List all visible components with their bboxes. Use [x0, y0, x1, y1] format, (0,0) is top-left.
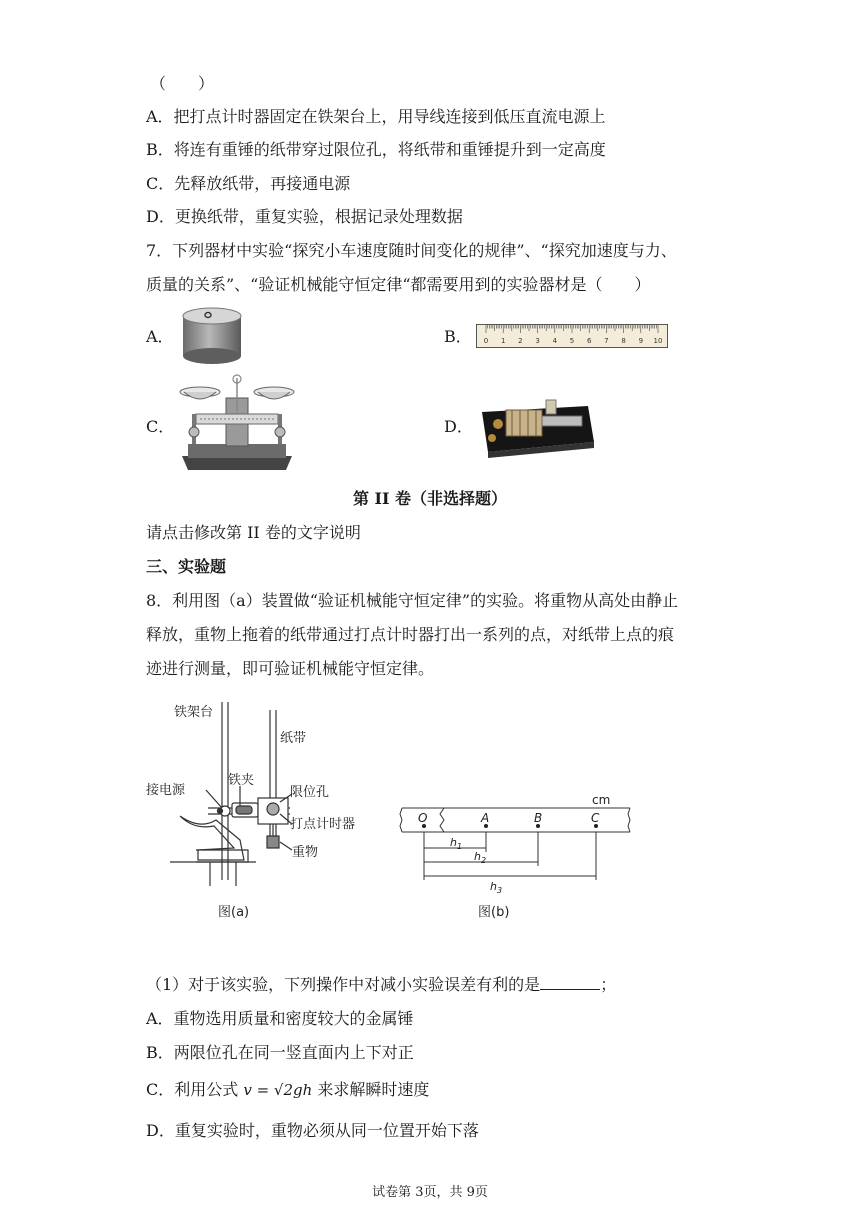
label-tape: 纸带 [280, 731, 307, 746]
ruler-tick-label: 9 [638, 337, 644, 345]
label-hole: 限位孔 [290, 785, 330, 800]
h3-subscript: 3 [496, 886, 503, 895]
option-c-post: 来求解瞬时速度 [317, 1080, 430, 1099]
point-a-label: A [481, 811, 490, 825]
point-b-label: B [534, 811, 543, 825]
sub1-prompt-tail: ； [600, 975, 617, 994]
ruler-tick-label: 2 [518, 337, 523, 345]
unit-label: cm [592, 794, 611, 807]
label-stand: 铁架台 [174, 705, 214, 720]
point-o-label: O [418, 811, 428, 825]
q6-paren: （ ） [150, 74, 215, 93]
h1-label: h [450, 836, 457, 849]
label-power: 接电源 [146, 783, 186, 798]
figure-a-apparatus [140, 690, 380, 926]
q8-stem-line1: 8．利用图（a）装置做“验证机械能守恒定律”的实验。将重物从高处由静止 [146, 591, 679, 610]
svg-text:h2 [474, 850, 486, 865]
h1-subscript: 1 [456, 842, 463, 851]
q8-sub1-prompt [146, 974, 616, 996]
q8-stem-line2: 释放，重物上拖着的纸带通过打点计时器打出一系列的点，对纸带上点的痕 [146, 625, 675, 644]
option-c-formula: v = √2gh [243, 1081, 313, 1099]
q7-label-b: B． [444, 327, 472, 346]
ruler-tick-label: 3 [535, 337, 540, 345]
label-timer: 打点计时器 [290, 817, 356, 832]
q6-option-c: C．先释放纸带，再接通电源 [146, 174, 351, 193]
h2-subscript: 2 [480, 856, 487, 865]
ruler-tick-label: 6 [586, 337, 592, 345]
q8-sub1-option-d: D．重复实验时，重物必须从同一位置开始下落 [146, 1121, 479, 1140]
q8-stem-line3: 迹进行测量，即可验证机械能守恒定律。 [146, 659, 435, 678]
point-c-label: C [591, 811, 600, 825]
spark-timer-image [476, 392, 598, 460]
svg-text:h3 [490, 880, 502, 895]
q7-stem-line1: 7．下列器材中实验“探究小车速度随时间变化的规律”、“探究加速度与力、 [146, 241, 677, 260]
h2-label: h [474, 850, 481, 863]
q7-stem-line2: 质量的关系”、“验证机械能守恒定律“都需要用到的实验器材是（ ） [146, 275, 651, 294]
h3-label: h [490, 880, 497, 893]
option-c-pre: C．利用公式 [146, 1080, 239, 1099]
ruler-tick-label: 10 [653, 337, 663, 345]
weight-cylinder-image [180, 304, 244, 366]
sub1-prompt-text: （1）对于该实验，下列操作中对减小实验误差有利的是 [146, 975, 541, 994]
q8-sub1-option-b: B．两限位孔在同一竖直面内上下对正 [146, 1043, 414, 1062]
section-title: 第 II 卷（非选择题） [352, 489, 508, 508]
label-weight: 重物 [292, 845, 319, 860]
ruler-tick-label: 0 [483, 337, 489, 345]
q6-option-b: B．将连有重锤的纸带穿过限位孔，将纸带和重锤提升到一定高度 [146, 140, 606, 159]
figure-b-paper-tape [396, 794, 636, 924]
ruler-tick-label: 4 [552, 337, 558, 345]
ruler-tick-label: 8 [621, 337, 626, 345]
section-note: 请点击修改第 II 卷的文字说明 [146, 523, 361, 542]
ruler-tick-label: 1 [500, 337, 506, 345]
figure-a-caption: 图(a) [218, 905, 250, 920]
svg-text:h1 [450, 836, 462, 851]
q8-sub1-option-c [146, 1079, 429, 1101]
q7-label-d: D． [444, 417, 473, 436]
ruler-tick-label: 5 [569, 337, 575, 345]
q6-option-d: D．更换纸带，重复实验，根据记录处理数据 [146, 207, 463, 226]
q7-label-a: A． [146, 327, 174, 346]
q7-label-c: C． [146, 417, 175, 436]
label-clamp: 铁夹 [228, 773, 255, 788]
page-footer: 试卷第 3页，共 9页 [372, 1185, 488, 1200]
ruler-image [476, 324, 668, 348]
q6-option-a: A．把打点计时器固定在铁架台上，用导线连接到低压直流电源上 [146, 107, 606, 126]
section-heading: 三、实验题 [146, 557, 227, 576]
balance-scale-image [176, 372, 298, 476]
figure-b-caption: 图(b) [478, 905, 510, 920]
answer-blank[interactable] [540, 975, 600, 990]
q8-sub1-option-a: A．重物选用质量和密度较大的金属锤 [146, 1009, 414, 1028]
ruler-tick-label: 7 [604, 337, 609, 345]
